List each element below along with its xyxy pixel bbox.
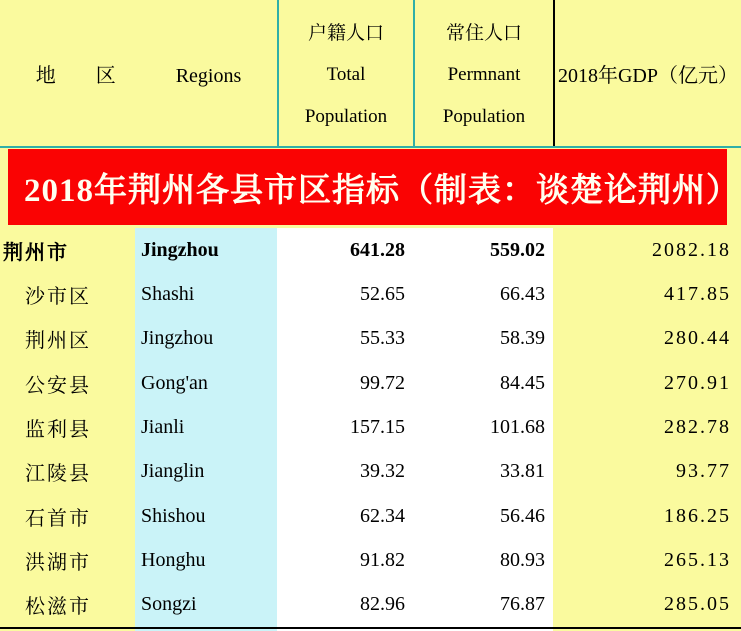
permanent-population-cell: 33.81 [413, 450, 553, 494]
table-row [0, 317, 741, 361]
region-name-cell: 江陵县 [0, 450, 135, 494]
permanent-population-header-en1: Permnant [447, 64, 521, 86]
total-population-cell: 39.32 [277, 450, 413, 494]
total-population-header-cn: 户籍人口 [307, 22, 384, 44]
total-population-cell: 91.82 [277, 538, 413, 582]
page-title: 2018年荆州各县市区指标（制表：谈楚论荆州） [24, 172, 740, 209]
region-name-cell: 监利县 [0, 405, 135, 449]
gdp-cell: 280.44 [553, 317, 741, 361]
table-row [0, 538, 741, 582]
table-row [0, 494, 741, 538]
total-population-column-header [277, 0, 413, 146]
permanent-population-cell: 56.46 [413, 494, 553, 538]
region-name-cell: 沙市区 [0, 272, 135, 316]
permanent-population-header-cn: 常住人口 [445, 22, 522, 44]
region-en-cell: Shashi [135, 272, 277, 316]
region-en-cell: Jianli [135, 405, 277, 449]
permanent-population-cell: 84.45 [413, 361, 553, 405]
region-name-cell: 荆州区 [0, 317, 135, 361]
total-population-cell: 99.72 [277, 361, 413, 405]
table-row [0, 405, 741, 449]
region-name-cell: 石首市 [0, 494, 135, 538]
gdp-column-header-label: 2018年GDP（亿元） [557, 64, 738, 87]
gdp-cell: 93.77 [553, 450, 741, 494]
region-en-cell: Honghu [135, 538, 277, 582]
gdp-cell: 417.85 [553, 272, 741, 316]
gdp-cell: 270.91 [553, 361, 741, 405]
permanent-population-cell: 76.87 [413, 583, 553, 627]
permanent-population-header-en2: Population [442, 106, 526, 128]
gdp-cell: 285.05 [553, 583, 741, 627]
title-banner [8, 149, 740, 225]
region-name-cell: 荆州市 [0, 228, 135, 272]
permanent-population-cell: 80.93 [413, 538, 553, 582]
region-column-header [0, 0, 277, 146]
table-row [0, 272, 741, 316]
total-population-cell: 157.15 [277, 405, 413, 449]
gdp-cell: 282.78 [553, 405, 741, 449]
total-population-header-en2: Population [304, 106, 388, 128]
permanent-population-column-header [413, 0, 553, 146]
region-en-cell: Gong'an [135, 361, 277, 405]
gdp-cell: 186.25 [553, 494, 741, 538]
total-population-cell: 52.65 [277, 272, 413, 316]
region-en-cell: Songzi [135, 583, 277, 627]
gdp-cell: 265.13 [553, 538, 741, 582]
total-population-cell: 62.34 [277, 494, 413, 538]
table-body [0, 228, 741, 627]
permanent-population-cell: 101.68 [413, 405, 553, 449]
region-column-header-label: 地 区 Regions [35, 64, 242, 87]
gdp-cell: 2082.18 [553, 228, 741, 272]
total-population-cell: 55.33 [277, 317, 413, 361]
region-en-cell: Shishou [135, 494, 277, 538]
permanent-population-cell: 58.39 [413, 317, 553, 361]
table-header [0, 0, 741, 146]
region-en-cell: Jianglin [135, 450, 277, 494]
table-row [0, 583, 741, 627]
permanent-population-cell: 66.43 [413, 272, 553, 316]
gdp-column-header [553, 0, 741, 146]
region-en-cell: Jingzhou [135, 228, 277, 272]
total-population-cell: 82.96 [277, 583, 413, 627]
region-name-cell: 松滋市 [0, 583, 135, 627]
permanent-population-cell: 559.02 [413, 228, 553, 272]
total-population-cell: 641.28 [277, 228, 413, 272]
region-name-cell: 公安县 [0, 361, 135, 405]
region-name-cell: 洪湖市 [0, 538, 135, 582]
title-banner-band [0, 148, 741, 228]
table-row [0, 450, 741, 494]
region-en-cell: Jingzhou [135, 317, 277, 361]
table-row [0, 361, 741, 405]
table-row [0, 228, 741, 272]
total-population-header-en1: Total [326, 64, 366, 86]
